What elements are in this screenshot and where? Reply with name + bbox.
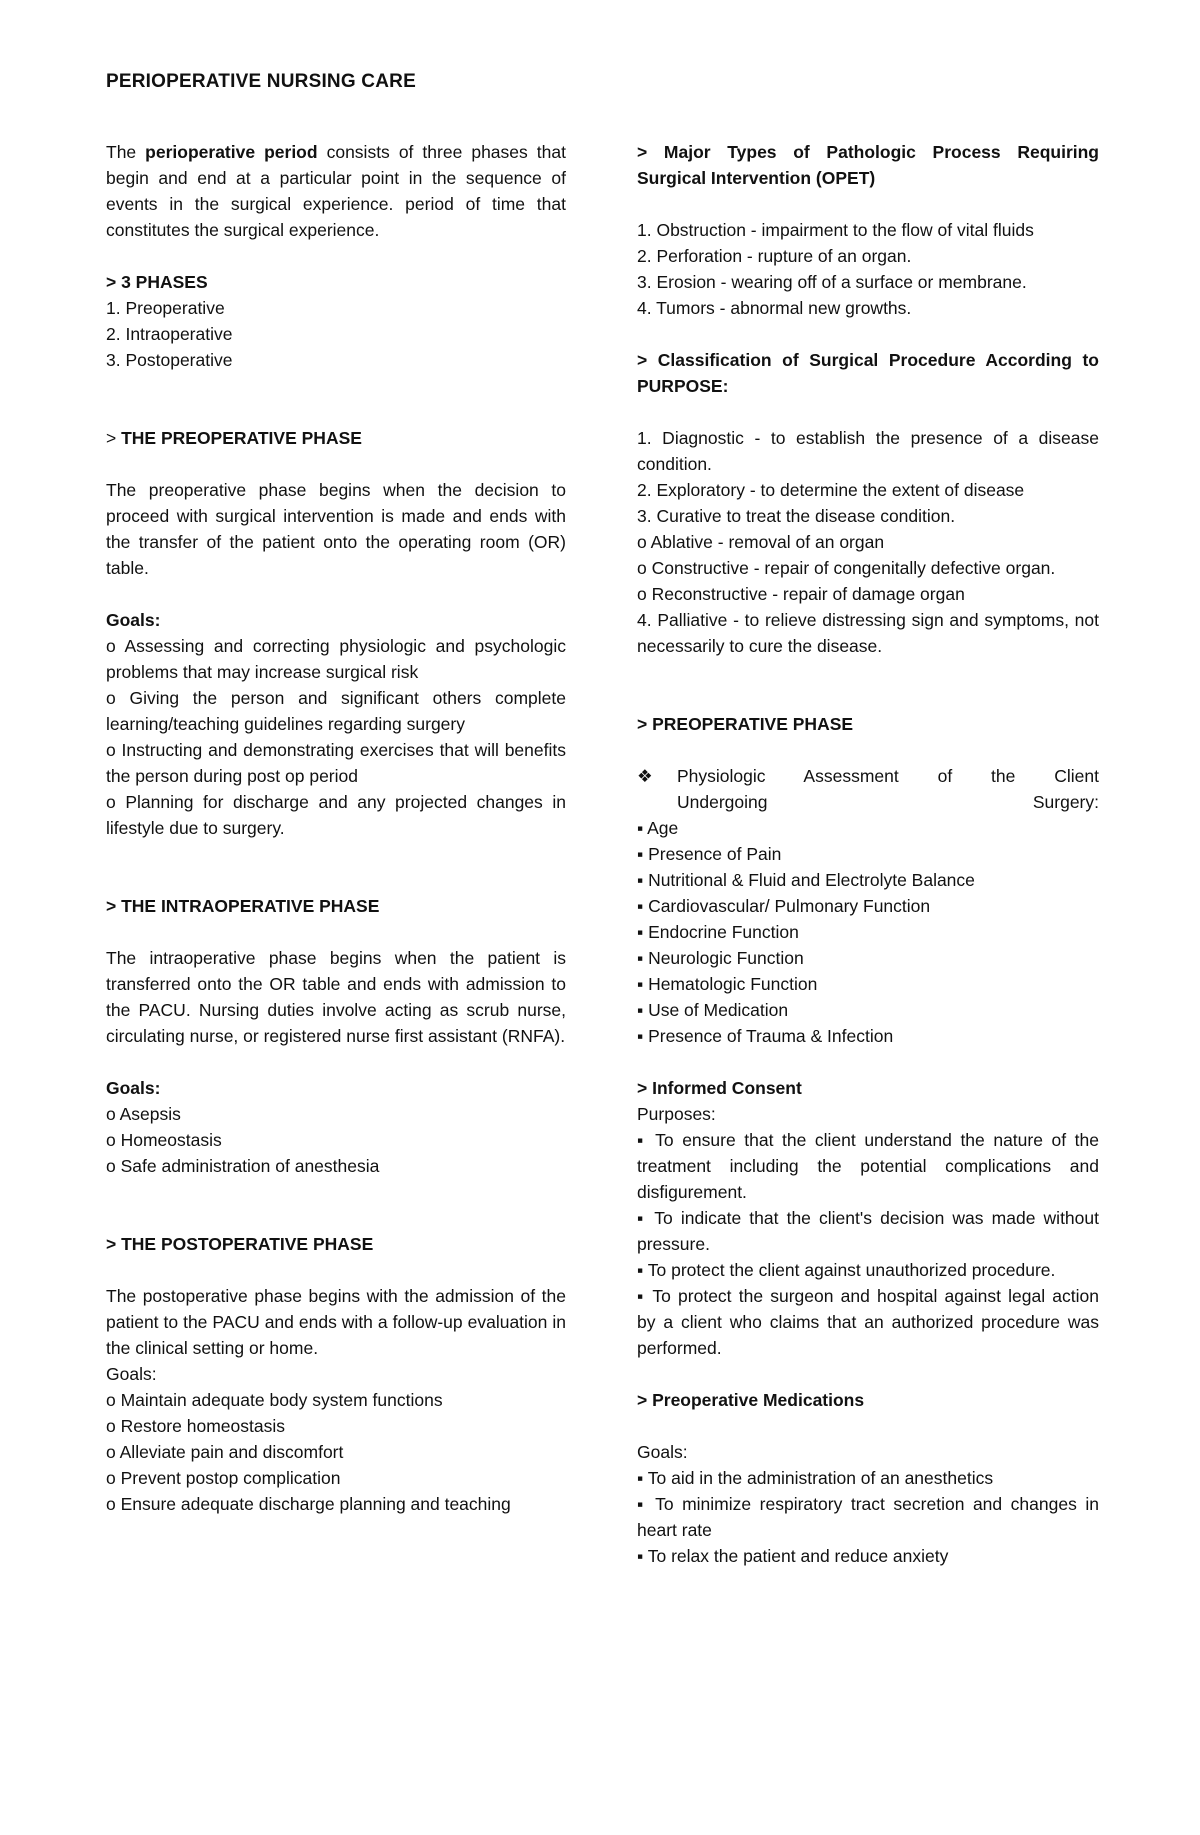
postop-heading: > THE POSTOPERATIVE PHASE — [106, 1234, 374, 1254]
postop-paragraph: The postoperative phase begins with the admission of the patient to the PACU and ends with a follow-up evaluation in the clinical setting or home. — [106, 1286, 566, 1358]
classification-item: 4. Palliative - to relieve distressing sign and symptoms, not necessarily to cure the disease. — [637, 610, 1099, 656]
consent-item: ▪ To protect the surgeon and hospital against legal action by a client who claims that an authorized procedure was performed. — [637, 1286, 1099, 1358]
postop-goal-item: o Ensure adequate discharge planning and teaching — [106, 1494, 511, 1514]
preop-heading — [106, 425, 566, 451]
phases-heading: > 3 PHASES — [106, 272, 208, 292]
assessment-line-1: Physiologic Assessment of the Client — [677, 766, 1099, 786]
intraop-goal-item: o Safe administration of anesthesia — [106, 1156, 380, 1176]
assessment-bullet: ▪ Presence of Trauma & Infection — [637, 1026, 894, 1046]
preop-goal-item: o Instructing and demonstrating exercises that will benefits the person during post op period — [106, 740, 566, 786]
assessment-bullet: ▪ Nutritional & Fluid and Electrolyte Balance — [637, 870, 975, 890]
assessment-line-2: Undergoing Surgery: — [677, 792, 1099, 812]
medications-item: ▪ To relax the patient and reduce anxiety — [637, 1546, 949, 1566]
medications-goals-label: Goals: — [637, 1442, 688, 1462]
medications-item: ▪ To aid in the administration of an anesthetics — [637, 1468, 994, 1488]
classification-item: 3. Curative to treat the disease condition. — [637, 506, 956, 526]
assessment-item — [637, 763, 1099, 815]
assessment-text — [677, 763, 1099, 815]
assessment-bullet: ▪ Cardiovascular/ Pulmonary Function — [637, 896, 931, 916]
consent-purposes-label: Purposes: — [637, 1104, 716, 1124]
phase-item: 3. Postoperative — [106, 350, 233, 370]
pathologic-item: 3. Erosion - wearing off of a surface or membrane. — [637, 272, 1027, 292]
phase-item: 1. Preoperative — [106, 298, 225, 318]
document-title: PERIOPERATIVE NURSING CARE — [106, 71, 416, 92]
preop-heading-prefix: > — [106, 428, 122, 448]
assessment-bullet: ▪ Use of Medication — [637, 1000, 789, 1020]
postop-goals-label: Goals: — [106, 1364, 157, 1384]
medications-heading: > Preoperative Medications — [637, 1390, 865, 1410]
postop-goal-item: o Prevent postop complication — [106, 1468, 341, 1488]
preop-heading-text: THE PREOPERATIVE PHASE — [121, 428, 362, 448]
classification-item: 2. Exploratory - to determine the extent of disease — [637, 480, 1025, 500]
classification-item: o Reconstructive - repair of damage organ — [637, 584, 965, 604]
intraop-goal-item: o Asepsis — [106, 1104, 181, 1124]
phase-item: 2. Intraoperative — [106, 324, 233, 344]
pathologic-heading: > Major Types of Pathologic Process Requiring Surgical Intervention (OPET) — [637, 142, 1099, 188]
intro-paragraph — [106, 139, 566, 243]
diamond-bullet-icon: ❖ — [637, 766, 653, 786]
classification-heading: > Classification of Surgical Procedure According to PURPOSE: — [637, 350, 1099, 396]
pathologic-item: 2. Perforation - rupture of an organ. — [637, 246, 912, 266]
medications-item: ▪ To minimize respiratory tract secretion and changes in heart rate — [637, 1494, 1099, 1540]
intro-bold-term: perioperative period — [145, 142, 318, 162]
intraop-heading: > THE INTRAOPERATIVE PHASE — [106, 896, 380, 916]
classification-item: o Constructive - repair of congenitally defective organ. — [637, 558, 1056, 578]
intraop-goal-item: o Homeostasis — [106, 1130, 222, 1150]
classification-item: 1. Diagnostic - to establish the presence of a disease condition. — [637, 428, 1099, 474]
preop-phase-heading: > PREOPERATIVE PHASE — [637, 714, 854, 734]
preop-goal-item: o Giving the person and significant others complete learning/teaching guidelines regarding surgery — [106, 688, 566, 734]
pathologic-item: 1. Obstruction - impairment to the flow of vital fluids — [637, 220, 1034, 240]
classification-item: o Ablative - removal of an organ — [637, 532, 885, 552]
assessment-bullet: ▪ Neurologic Function — [637, 948, 804, 968]
preop-goals-label: Goals: — [106, 610, 161, 630]
consent-item: ▪ To indicate that the client's decision was made without pressure. — [637, 1208, 1099, 1254]
assessment-bullet: ▪ Presence of Pain — [637, 844, 782, 864]
intraop-paragraph: The intraoperative phase begins when the patient is transferred onto the OR table and ends with admission to the PACU. Nursing duties involve acting as scrub nurse, circulating nurse, or registered nurse first assistant (RNFA). — [106, 948, 566, 1046]
preop-goal-item: o Assessing and correcting physiologic and psychologic problems that may increase surgical risk — [106, 636, 566, 682]
intro-prefix: The — [106, 142, 146, 162]
preop-paragraph: The preoperative phase begins when the decision to proceed with surgical intervention is made and ends with the transfer of the patient onto the operating room (OR) table. — [106, 480, 566, 578]
preop-goal-item: o Planning for discharge and any projected changes in lifestyle due to surgery. — [106, 792, 566, 838]
intraop-goals-label: Goals: — [106, 1078, 161, 1098]
intro-text: consists of three phases that begin and end at a particular point in the sequence of events in the surgical experience. period of time that constitutes the surgical experience. — [106, 142, 566, 240]
right-column — [637, 139, 1099, 1569]
left-column — [106, 139, 566, 1517]
postop-goal-item: o Restore homeostasis — [106, 1416, 285, 1436]
pathologic-item: 4. Tumors - abnormal new growths. — [637, 298, 912, 318]
assessment-bullet: ▪ Endocrine Function — [637, 922, 799, 942]
consent-item: ▪ To protect the client against unauthorized procedure. — [637, 1260, 1056, 1280]
assessment-bullet: ▪ Hematologic Function — [637, 974, 818, 994]
consent-heading: > Informed Consent — [637, 1078, 802, 1098]
postop-goal-item: o Alleviate pain and discomfort — [106, 1442, 344, 1462]
consent-item: ▪ To ensure that the client understand the nature of the treatment including the potential complications and disfigurement. — [637, 1130, 1099, 1202]
postop-goal-item: o Maintain adequate body system functions — [106, 1390, 443, 1410]
assessment-bullet: ▪ Age — [637, 818, 679, 838]
